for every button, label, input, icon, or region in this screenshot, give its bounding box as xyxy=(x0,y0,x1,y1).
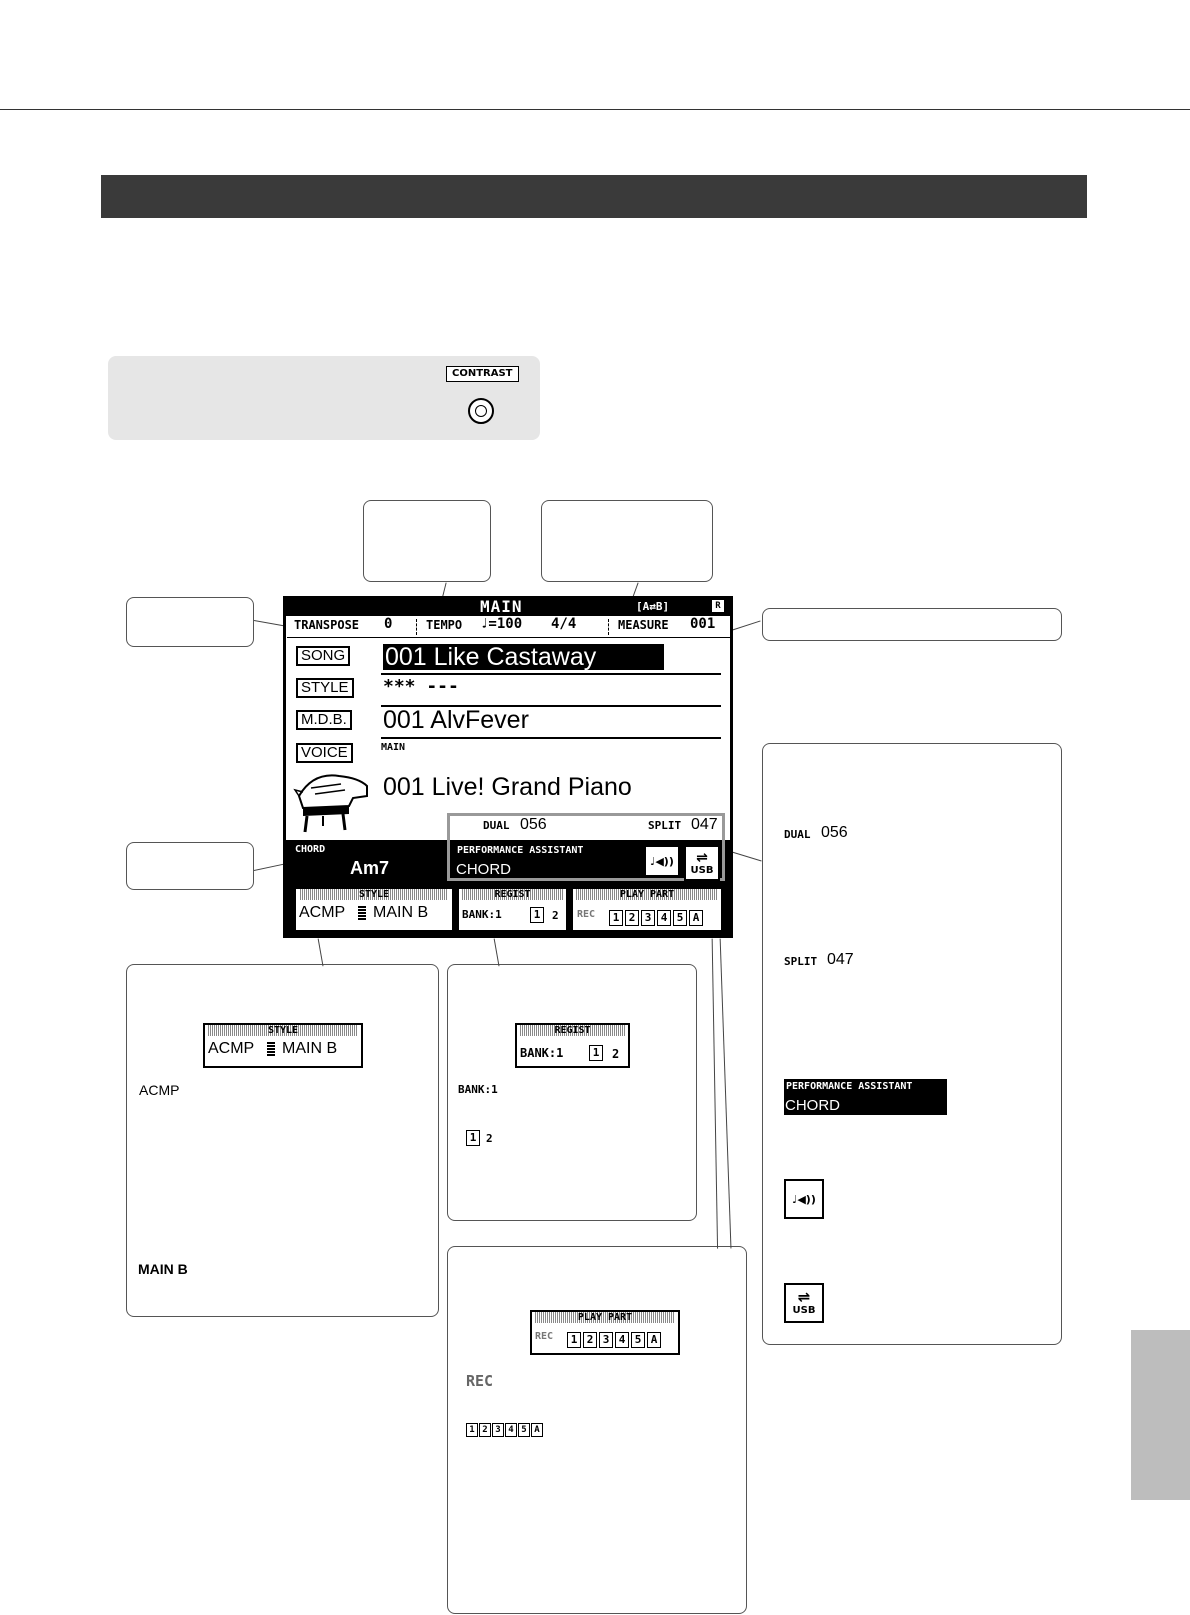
chord-label: CHORD xyxy=(295,844,326,855)
regist-detail-num1: 1 xyxy=(589,1045,603,1061)
right-dual-label: DUAL xyxy=(784,828,811,841)
right-usb-icon: ⇌ USB xyxy=(784,1283,824,1323)
style-acmp: ACMP xyxy=(299,904,346,921)
detail-part-5: 5 xyxy=(631,1332,645,1348)
regist-detail-num1-term: 1 xyxy=(466,1130,480,1146)
tempo-label: TEMPO xyxy=(426,618,463,632)
dual-value: 056 xyxy=(520,816,547,833)
time-signature: 4/4 xyxy=(551,616,577,632)
callout-ab xyxy=(541,500,713,582)
style-detail-level-term-icon xyxy=(152,1219,164,1239)
style-detail-header: STYLE xyxy=(208,1025,358,1036)
mdb-label: M.D.B. xyxy=(296,710,352,730)
mdb-name: 001 AlvFever xyxy=(383,706,529,734)
part-2: 2 xyxy=(625,910,639,926)
dual-label: DUAL xyxy=(483,819,510,832)
contrast-label: CONTRAST xyxy=(446,366,519,382)
regist-panel-header: REGIST xyxy=(462,889,563,900)
regist-num2: 2 xyxy=(552,909,559,922)
measure-label: MEASURE xyxy=(618,618,669,632)
callout-tempo xyxy=(363,500,491,582)
usb-icon: ⇌ USB xyxy=(684,845,720,881)
grand-piano-icon xyxy=(293,766,373,834)
transpose-value: 0 xyxy=(384,616,393,632)
detail-part-1: 1 xyxy=(567,1332,581,1348)
term-part-2: 2 xyxy=(479,1423,491,1437)
regist-detail-bank: BANK:1 xyxy=(520,1046,564,1060)
style-name: *** --- xyxy=(383,676,459,697)
style-label: STYLE xyxy=(296,678,354,698)
style-detail-acmp: ACMP xyxy=(208,1040,255,1057)
right-pa-value: CHORD xyxy=(785,1097,840,1114)
play-part-detail-numbers xyxy=(567,1328,663,1348)
tempo-value: ♩=100 xyxy=(480,616,523,632)
play-part-header: PLAY PART xyxy=(576,889,718,900)
callout-transpose xyxy=(126,597,254,647)
regist-bank: BANK:1 xyxy=(462,908,502,921)
play-part-detail-numbers-term xyxy=(466,1423,544,1437)
play-part-detail-rec-term: REC xyxy=(466,1372,494,1390)
detail-part-a: A xyxy=(647,1332,661,1348)
right-split-label: SPLIT xyxy=(784,955,818,968)
style-panel-header: STYLE xyxy=(300,889,448,900)
display-title: MAIN xyxy=(480,597,523,616)
right-pa-label: PERFORMANCE ASSISTANT xyxy=(786,1081,913,1092)
voice-sub-label: MAIN xyxy=(381,742,406,753)
part-3: 3 xyxy=(641,910,655,926)
style-detail-section: MAIN B xyxy=(282,1040,338,1057)
side-index-tab xyxy=(1131,1330,1190,1500)
term-part-4: 4 xyxy=(505,1423,517,1437)
chord-value: Am7 xyxy=(350,858,390,878)
regist-detail-num2: 2 xyxy=(612,1047,620,1061)
note-volume-icon: ♩◀)) xyxy=(644,845,680,877)
detail-part-2: 2 xyxy=(583,1332,597,1348)
contrast-knob-icon[interactable] xyxy=(468,398,494,424)
song-label: SONG xyxy=(296,646,350,666)
ab-indicator: [A⇄B] xyxy=(636,600,670,613)
part-a: A xyxy=(689,910,703,926)
style-level-icon xyxy=(358,906,366,920)
term-part-3: 3 xyxy=(492,1423,504,1437)
callout-measure xyxy=(762,608,1062,641)
regist-detail-header: REGIST xyxy=(520,1025,625,1036)
song-name: 001 Like Castaway xyxy=(385,643,597,671)
callout-chord xyxy=(126,842,254,890)
right-note-volume-icon: ♩◀)) xyxy=(784,1179,824,1219)
section-header-bar xyxy=(101,175,1087,218)
term-part-a: A xyxy=(531,1423,543,1437)
part-5: 5 xyxy=(673,910,687,926)
measure-value: 001 xyxy=(690,616,716,632)
regist-num1: 1 xyxy=(530,907,544,923)
detail-part-3: 3 xyxy=(599,1332,613,1348)
voice-label: VOICE xyxy=(296,743,353,763)
r-badge: R xyxy=(712,600,724,612)
page-top-rule xyxy=(0,109,1190,110)
transpose-label: TRANSPOSE xyxy=(294,618,360,632)
play-part-rec: REC xyxy=(577,909,596,920)
style-detail-level-icon xyxy=(267,1042,275,1056)
play-part-detail-rec: REC xyxy=(535,1331,554,1342)
regist-detail-num2-term: 2 xyxy=(486,1132,493,1145)
right-dual-value: 056 xyxy=(821,824,848,841)
term-part-5: 5 xyxy=(518,1423,530,1437)
term-part-1: 1 xyxy=(466,1423,478,1437)
part-4: 4 xyxy=(657,910,671,926)
right-split-value: 047 xyxy=(827,951,854,968)
split-value: 047 xyxy=(691,816,718,833)
pa-value: CHORD xyxy=(456,861,511,878)
style-detail-acmp-term: ACMP xyxy=(139,1082,180,1098)
style-detail-section-term: MAIN B xyxy=(138,1261,188,1277)
play-part-detail-header: PLAY PART xyxy=(535,1312,675,1323)
play-part-numbers xyxy=(609,906,705,926)
split-label: SPLIT xyxy=(648,819,682,832)
pa-label: PERFORMANCE ASSISTANT xyxy=(457,845,584,856)
part-1: 1 xyxy=(609,910,623,926)
detail-part-4: 4 xyxy=(615,1332,629,1348)
voice-name: 001 Live! Grand Piano xyxy=(383,773,632,801)
regist-detail-bank-term: BANK:1 xyxy=(458,1083,498,1096)
style-section: MAIN B xyxy=(373,904,429,921)
